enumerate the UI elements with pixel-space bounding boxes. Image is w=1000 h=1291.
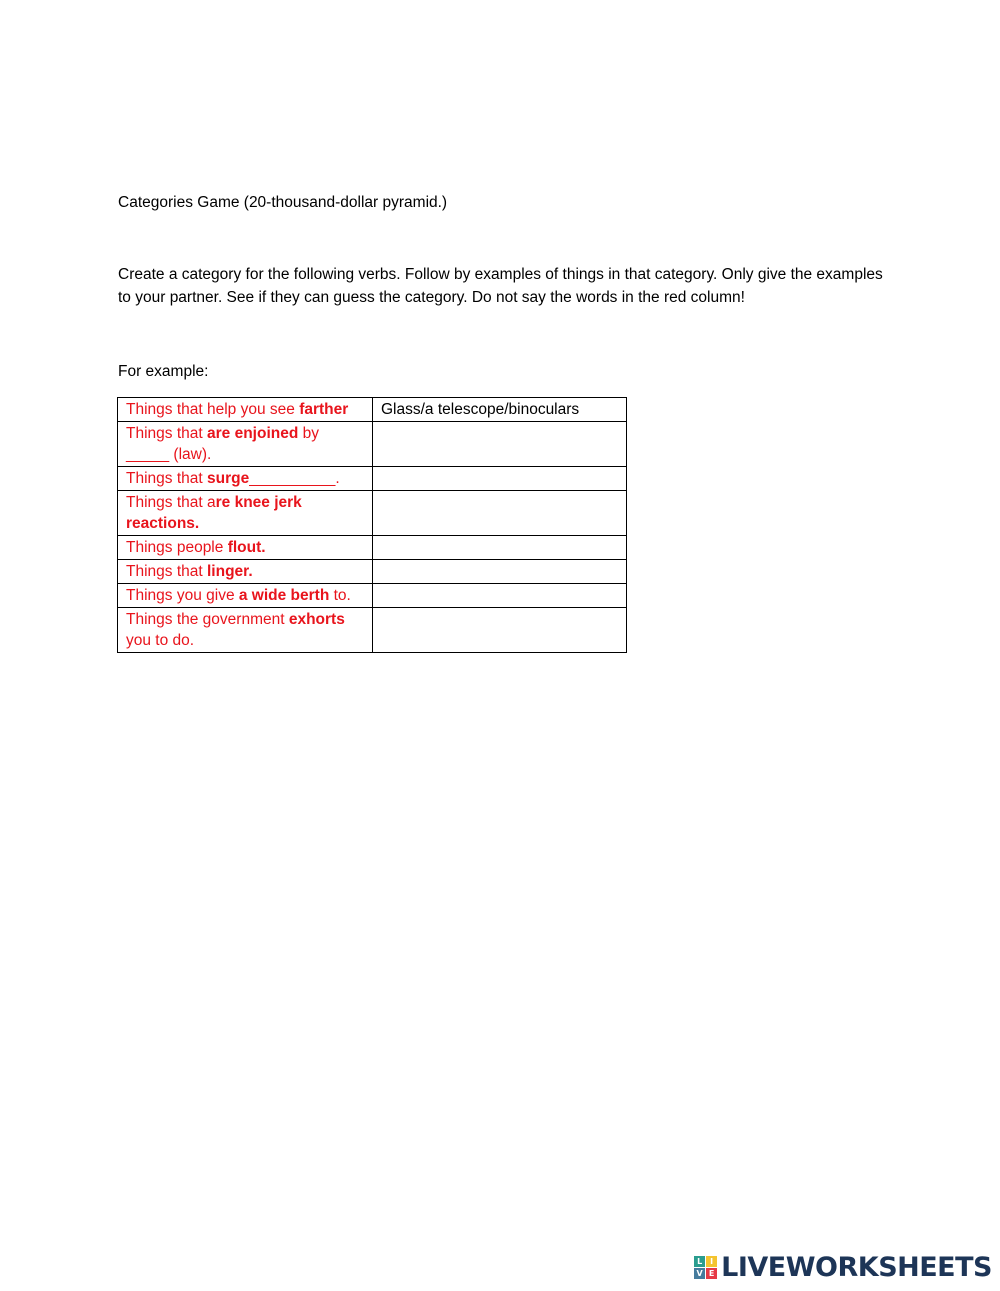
category-cell xyxy=(118,398,373,422)
page-title: Categories Game (20-thousand-dollar pyramid.) xyxy=(118,194,448,211)
example-cell[interactable] xyxy=(373,422,627,467)
logo-text: LIVEWORKSHEETS xyxy=(721,1252,992,1283)
table-row xyxy=(118,608,627,653)
category-cell xyxy=(118,422,373,467)
category-suffix: you to do. xyxy=(126,632,195,649)
category-cell xyxy=(118,584,373,608)
category-keyword: linger. xyxy=(207,563,253,580)
table-row xyxy=(118,584,627,608)
example-cell[interactable] xyxy=(373,584,627,608)
example-cell[interactable] xyxy=(373,608,627,653)
category-suffix: by _____ (law). xyxy=(126,425,319,463)
category-keyword: flout. xyxy=(227,539,266,556)
table-row xyxy=(118,467,627,491)
table-row xyxy=(118,491,627,536)
example-cell[interactable]: Glass/a telescope/binoculars xyxy=(373,398,627,422)
category-cell xyxy=(118,536,373,560)
category-prefix: Things that help you see xyxy=(126,401,300,418)
category-cell xyxy=(118,560,373,584)
table-row xyxy=(118,560,627,584)
category-prefix: Things the government xyxy=(126,611,289,628)
category-cell xyxy=(118,491,373,536)
category-keyword: exhorts xyxy=(288,611,345,628)
category-prefix: Things that xyxy=(126,470,207,487)
for-example-label: For example: xyxy=(118,363,209,380)
logo-letter-i: I xyxy=(706,1256,717,1267)
liveworksheets-logo[interactable] xyxy=(694,1252,992,1283)
category-suffix: __________. xyxy=(249,470,340,487)
category-keyword: are enjoined xyxy=(207,425,299,442)
category-prefix: Things that a xyxy=(126,494,216,511)
category-prefix: Things you give xyxy=(126,587,239,604)
category-keyword: a wide berth xyxy=(238,587,330,604)
example-cell[interactable] xyxy=(373,467,627,491)
category-prefix: Things people xyxy=(126,539,228,556)
category-cell xyxy=(118,608,373,653)
category-keyword: farther xyxy=(299,401,349,418)
instructions-text: Create a category for the following verbs. Follow by examples of things in that category. Only give the examples to your partner. See if they can guess the category. Do not say the words in the red column! xyxy=(118,266,883,306)
category-keyword: re knee jerk reactions. xyxy=(126,494,302,532)
logo-letter-e: E xyxy=(706,1268,717,1279)
table-row xyxy=(118,536,627,560)
logo-letter-v: V xyxy=(694,1268,705,1279)
category-prefix: Things that xyxy=(126,563,207,580)
logo-mark-icon xyxy=(694,1256,717,1279)
table-row xyxy=(118,422,627,467)
categories-table xyxy=(117,397,627,653)
category-suffix: to. xyxy=(329,587,351,604)
category-keyword: surge xyxy=(207,470,250,487)
table-row xyxy=(118,398,627,422)
logo-letter-l: L xyxy=(694,1256,705,1267)
example-cell[interactable] xyxy=(373,536,627,560)
category-prefix: Things that xyxy=(126,425,207,442)
example-cell[interactable] xyxy=(373,491,627,536)
category-cell xyxy=(118,467,373,491)
example-cell[interactable] xyxy=(373,560,627,584)
